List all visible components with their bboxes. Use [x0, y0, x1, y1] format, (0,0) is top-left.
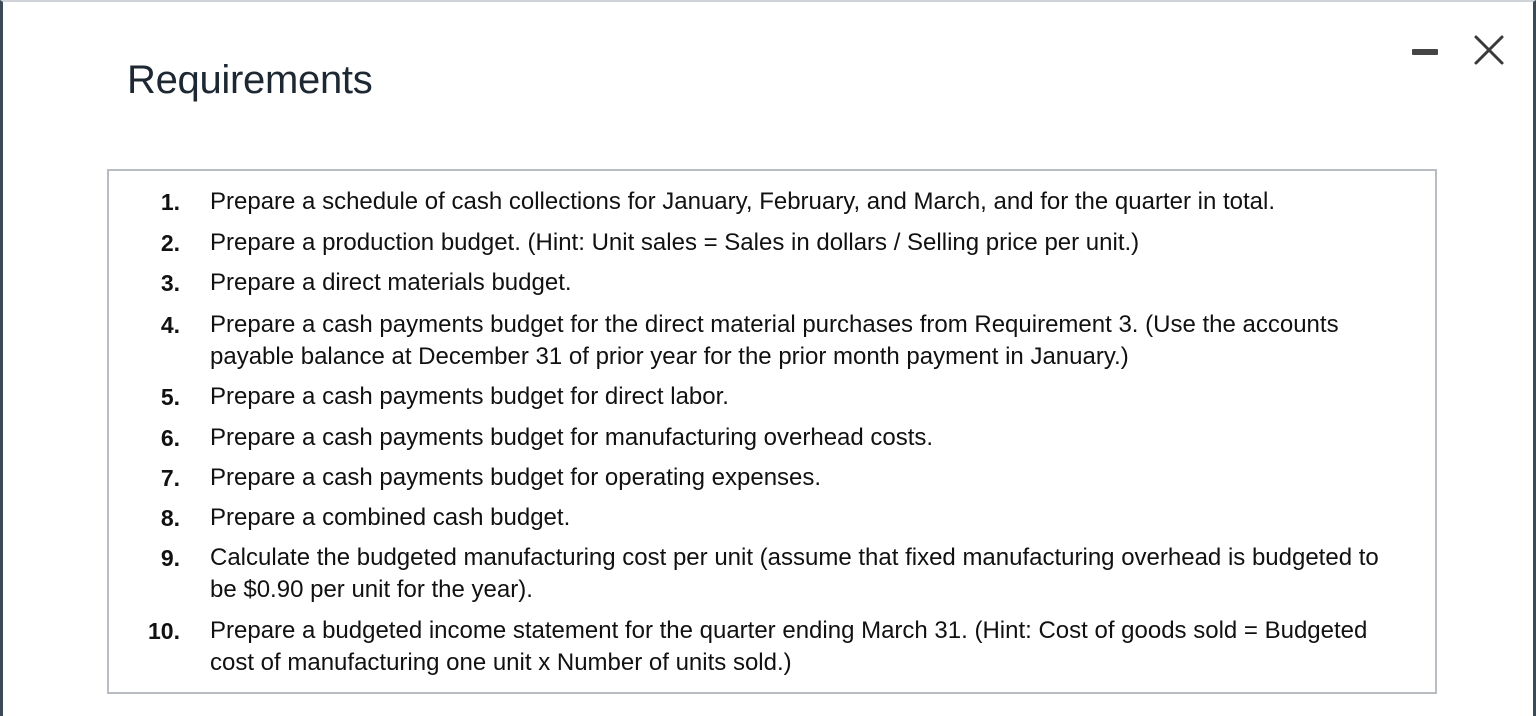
close-x-glyph [1472, 33, 1506, 67]
requirement-text: Prepare a direct materials budget. [210, 269, 572, 296]
minimize-bar [1412, 49, 1438, 55]
requirement-number: 4. [160, 312, 180, 338]
requirement-text: Prepare a production budget. (Hint: Unit sales = Sales in dollars / Selling price per unit.) [210, 229, 1140, 256]
requirements-box [107, 169, 1437, 694]
requirement-number: 8. [160, 505, 180, 531]
requirement-text: Prepare a combined cash budget. [210, 504, 571, 531]
requirement-text: Prepare a cash payments budget for manufacturing overhead costs. [210, 424, 934, 451]
requirement-number: 5. [160, 384, 180, 410]
requirement-number: 6. [160, 425, 180, 451]
requirement-text: Prepare a cash payments budget for the direct material purchases from Requirement 3. (Use the accounts payable balance at December 31 of prior year for the prior month payment in January.) [210, 311, 1339, 370]
requirement-number: 7. [160, 465, 180, 491]
dialog-title: Requirements [127, 58, 373, 102]
requirement-number: 9. [160, 545, 180, 571]
requirement-number: 10. [148, 618, 180, 644]
requirement-number: 1. [160, 189, 180, 215]
requirement-text: Prepare a budgeted income statement for the quarter ending March 31. (Hint: Cost of goods sold = Budgeted cost of manufacturing one unit x Number of units sold.) [210, 617, 1368, 676]
requirement-text: Calculate the budgeted manufacturing cost per unit (assume that fixed manufacturing overhead is budgeted to be $0.90 per unit for the year). [210, 544, 1379, 603]
requirement-text: Prepare a cash payments budget for operating expenses. [210, 464, 822, 491]
requirement-number: 3. [160, 270, 180, 296]
close-icon[interactable] [1472, 33, 1506, 67]
requirement-text: Prepare a schedule of cash collections for January, February, and March, and for the quarter in total. [210, 188, 1276, 215]
minimize-icon[interactable] [1412, 47, 1438, 55]
requirement-text: Prepare a cash payments budget for direct labor. [210, 383, 729, 410]
requirement-number: 2. [160, 230, 180, 256]
